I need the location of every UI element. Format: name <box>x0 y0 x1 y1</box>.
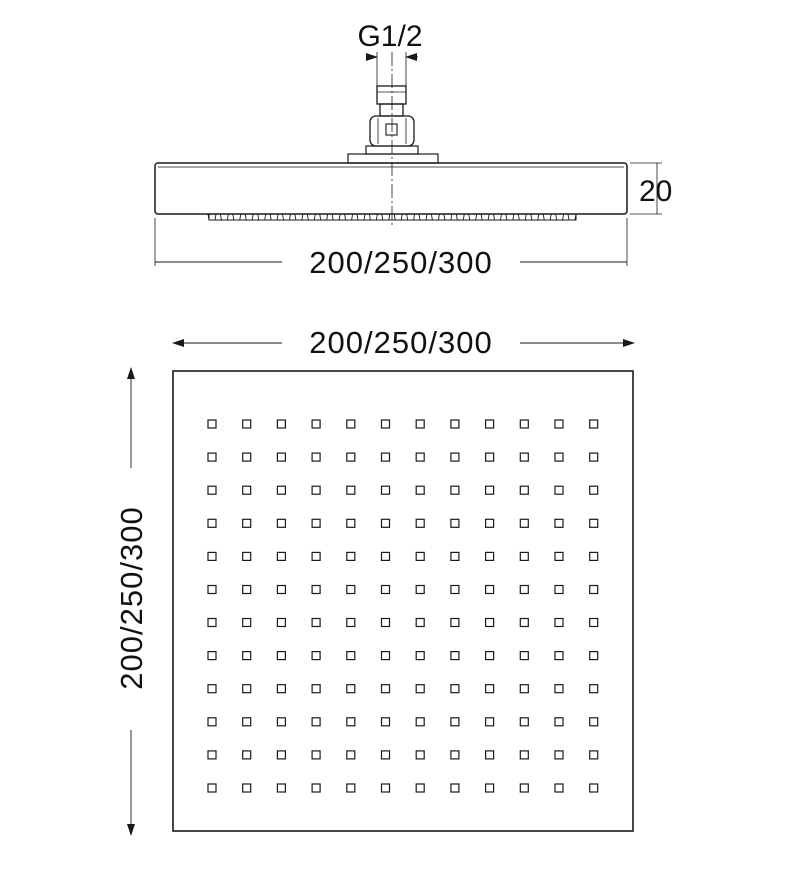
nozzle-square <box>590 784 598 792</box>
nozzle-square <box>451 685 459 693</box>
nozzle-square <box>243 486 251 494</box>
nozzle-square <box>486 453 494 461</box>
nozzle-square <box>520 619 528 627</box>
nozzle-square <box>277 784 285 792</box>
nozzle-square <box>590 685 598 693</box>
nozzle-square <box>486 685 494 693</box>
nozzle-square <box>347 552 355 560</box>
nozzle-square <box>312 453 320 461</box>
nozzle-square <box>382 685 390 693</box>
nozzle-bump <box>320 214 328 220</box>
nozzle-square <box>277 519 285 527</box>
nozzle-square <box>555 519 563 527</box>
nozzle-square <box>382 718 390 726</box>
nozzle-square <box>243 652 251 660</box>
nozzle-bump <box>220 214 228 220</box>
nozzle-square <box>347 685 355 693</box>
nozzle-square <box>555 486 563 494</box>
nozzle-square <box>347 519 355 527</box>
nozzle-bump <box>469 214 477 220</box>
nozzle-square <box>520 519 528 527</box>
nozzle-square <box>382 552 390 560</box>
nozzle-square <box>590 486 598 494</box>
nozzle-square <box>416 619 424 627</box>
nozzle-square <box>486 552 494 560</box>
nozzle-square <box>277 552 285 560</box>
nozzle-square <box>243 552 251 560</box>
connector-thread <box>377 86 406 104</box>
nozzle-square <box>382 652 390 660</box>
nozzle-grid <box>208 420 598 792</box>
nozzle-square <box>243 586 251 594</box>
nozzle-square <box>555 718 563 726</box>
side-view <box>155 20 672 280</box>
nozzle-square <box>382 586 390 594</box>
nozzle-square <box>312 519 320 527</box>
nozzle-square <box>590 453 598 461</box>
top-height-label: 200/250/300 <box>114 506 149 690</box>
nozzle-bump <box>494 214 502 220</box>
nozzle-square <box>451 652 459 660</box>
nozzle-bump <box>332 214 340 220</box>
connector-neck <box>380 104 403 116</box>
nozzle-square <box>208 784 216 792</box>
nozzle-square <box>277 685 285 693</box>
nozzle-square <box>416 586 424 594</box>
nozzle-square <box>486 619 494 627</box>
nozzle-square <box>208 420 216 428</box>
nozzle-square <box>555 751 563 759</box>
nozzle-square <box>451 552 459 560</box>
nozzle-square <box>520 685 528 693</box>
nozzle-square <box>312 784 320 792</box>
nozzle-square <box>520 751 528 759</box>
thickness-label: 20 <box>639 175 673 208</box>
nozzle-square <box>451 751 459 759</box>
nozzle-square <box>520 486 528 494</box>
nozzle-square <box>416 652 424 660</box>
nozzle-square <box>312 751 320 759</box>
nozzle-square <box>312 718 320 726</box>
nozzle-bump <box>295 214 303 220</box>
nozzle-square <box>208 685 216 693</box>
nozzle-square <box>382 619 390 627</box>
nozzle-bump <box>419 214 427 220</box>
nozzle-square <box>277 420 285 428</box>
nozzle-square <box>555 784 563 792</box>
side-width-label: 200/250/300 <box>309 245 493 280</box>
nozzle-bump <box>556 214 564 220</box>
nozzle-square <box>590 420 598 428</box>
nozzle-square <box>451 519 459 527</box>
nozzle-square <box>416 453 424 461</box>
nozzle-square <box>277 453 285 461</box>
nozzle-square <box>590 751 598 759</box>
nozzle-square <box>208 552 216 560</box>
nozzle-square <box>243 453 251 461</box>
nozzle-square <box>451 718 459 726</box>
nozzle-square <box>486 718 494 726</box>
nozzle-bump <box>270 214 278 220</box>
connector-base <box>348 154 438 163</box>
nozzle-bump <box>258 214 266 220</box>
nozzle-square <box>347 486 355 494</box>
nozzle-square <box>347 751 355 759</box>
nozzle-bump <box>369 214 377 220</box>
nozzle-square <box>312 552 320 560</box>
nozzle-bump <box>382 214 390 220</box>
nozzle-bump <box>444 214 452 220</box>
nozzle-square <box>382 751 390 759</box>
nozzle-square <box>243 784 251 792</box>
nozzle-square <box>347 453 355 461</box>
nozzle-square <box>243 420 251 428</box>
nozzle-square <box>486 519 494 527</box>
nozzle-square <box>416 751 424 759</box>
nozzle-square <box>277 619 285 627</box>
nozzle-square <box>520 652 528 660</box>
nozzle-square <box>451 784 459 792</box>
nozzle-square <box>243 619 251 627</box>
nozzle-square <box>208 586 216 594</box>
nozzle-square <box>382 486 390 494</box>
nozzle-bump <box>431 214 439 220</box>
nozzle-square <box>520 784 528 792</box>
shower-plate-outline <box>173 371 633 831</box>
nozzle-square <box>347 718 355 726</box>
nozzle-square <box>555 685 563 693</box>
nozzle-square <box>590 552 598 560</box>
nozzle-square <box>208 619 216 627</box>
nozzle-square <box>555 652 563 660</box>
nozzle-bump <box>506 214 514 220</box>
nozzle-square <box>312 420 320 428</box>
nozzle-bump <box>394 214 402 220</box>
nozzle-square <box>555 552 563 560</box>
shower-head-body <box>155 163 627 214</box>
nozzle-square <box>555 586 563 594</box>
nozzle-square <box>416 519 424 527</box>
nozzle-square <box>590 652 598 660</box>
nozzle-square <box>243 519 251 527</box>
nozzle-square <box>277 652 285 660</box>
nozzle-square <box>208 718 216 726</box>
nozzle-square <box>520 420 528 428</box>
nozzle-square <box>520 453 528 461</box>
nozzle-square <box>347 420 355 428</box>
nozzle-square <box>590 718 598 726</box>
nozzle-square <box>243 751 251 759</box>
nozzle-square <box>347 652 355 660</box>
nozzle-bump <box>407 214 415 220</box>
nozzle-square <box>208 486 216 494</box>
nozzle-bump <box>357 214 365 220</box>
nozzle-square <box>486 586 494 594</box>
nozzle-square <box>416 718 424 726</box>
nozzle-square <box>486 486 494 494</box>
nozzle-bump <box>543 214 551 220</box>
nozzle-square <box>208 453 216 461</box>
nozzle-square <box>520 586 528 594</box>
nozzle-square <box>208 519 216 527</box>
nozzle-square <box>312 586 320 594</box>
nozzle-bump <box>345 214 353 220</box>
nozzle-square <box>590 519 598 527</box>
nozzle-square <box>555 420 563 428</box>
nozzle-square <box>277 486 285 494</box>
nozzle-bump <box>307 214 315 220</box>
nozzle-square <box>208 751 216 759</box>
nozzle-square <box>451 586 459 594</box>
nozzle-square <box>451 619 459 627</box>
nozzle-square <box>277 718 285 726</box>
nozzle-square <box>451 420 459 428</box>
nozzle-square <box>416 486 424 494</box>
nozzle-square <box>382 453 390 461</box>
nozzle-bump <box>233 214 241 220</box>
nut-center-square <box>386 124 397 135</box>
nozzle-square <box>520 552 528 560</box>
nozzle-square <box>590 586 598 594</box>
nozzle-square <box>486 652 494 660</box>
nozzle-square <box>416 784 424 792</box>
nozzle-square <box>312 652 320 660</box>
nozzle-square <box>312 685 320 693</box>
nozzle-plate <box>209 214 576 220</box>
nozzle-square <box>243 685 251 693</box>
nozzle-square <box>486 420 494 428</box>
nozzle-square <box>382 519 390 527</box>
top-width-label: 200/250/300 <box>309 325 493 360</box>
nozzle-square <box>382 784 390 792</box>
thread-size-label: G1/2 <box>357 20 423 53</box>
nozzle-square <box>486 751 494 759</box>
top-view <box>114 325 634 835</box>
nozzle-bump <box>568 214 576 220</box>
nozzle-bump <box>245 214 253 220</box>
nozzle-bump <box>531 214 539 220</box>
nozzle-square <box>451 453 459 461</box>
nozzle-square <box>416 552 424 560</box>
nozzle-square <box>416 685 424 693</box>
nozzle-square <box>208 652 216 660</box>
nozzle-bump <box>283 214 291 220</box>
nozzle-square <box>347 586 355 594</box>
nozzle-square <box>555 453 563 461</box>
nozzle-square <box>451 486 459 494</box>
nozzle-bump <box>518 214 526 220</box>
nozzle-square <box>590 619 598 627</box>
nozzle-square <box>277 586 285 594</box>
nozzle-square <box>520 718 528 726</box>
nozzle-square <box>555 619 563 627</box>
nozzle-square <box>312 486 320 494</box>
nozzle-bump <box>456 214 464 220</box>
nozzle-square <box>486 784 494 792</box>
nozzle-square <box>416 420 424 428</box>
nozzle-square <box>347 619 355 627</box>
nozzle-square <box>277 751 285 759</box>
nozzle-square <box>347 784 355 792</box>
nozzle-square <box>243 718 251 726</box>
nozzle-bump <box>481 214 489 220</box>
nozzle-square <box>312 619 320 627</box>
nozzle-square <box>382 420 390 428</box>
